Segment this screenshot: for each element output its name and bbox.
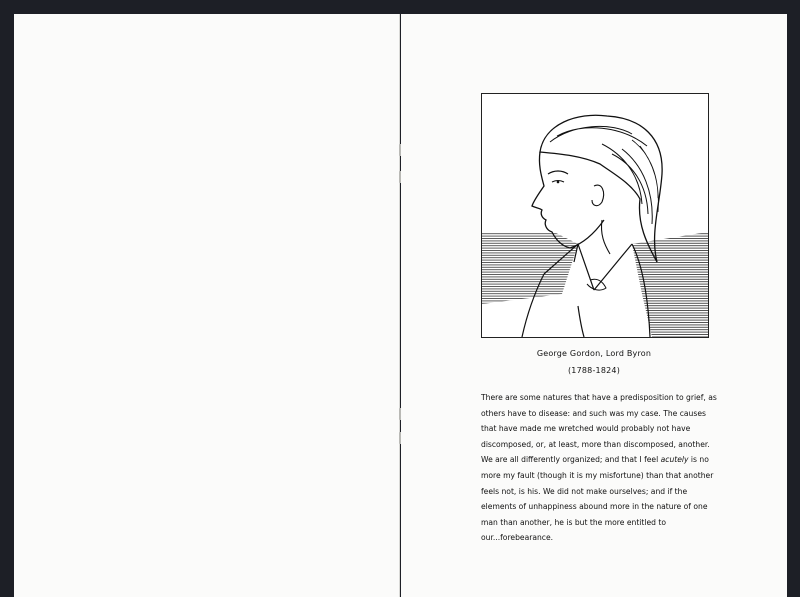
byron-portrait-icon	[482, 94, 708, 337]
quote-text-part: There are some natures that have a predisposition to grief, as others have to disease: and such was my case. The causes that have made me wretched would probably not have discomposed, or, at least, more than discomposed, another. We are all differently organized; and that I feel	[481, 393, 717, 465]
portrait-illustration	[481, 93, 709, 338]
portrait-caption-dates: (1788-1824)	[567, 366, 621, 375]
quote-emphasis: acutely	[660, 455, 689, 465]
portrait-caption-name: George Gordon, Lord Byron	[536, 349, 652, 358]
right-page	[401, 14, 787, 597]
quote-text-part: is no more my fault (though it is my misfortune) than that another feels not, is his. We did not make ourselves; and if the elements of unhappiness abound more in the nature of one man than another, he is but the more entitled to our...forebearance.	[481, 455, 714, 543]
byron-quote	[481, 390, 721, 546]
left-page	[14, 14, 400, 597]
